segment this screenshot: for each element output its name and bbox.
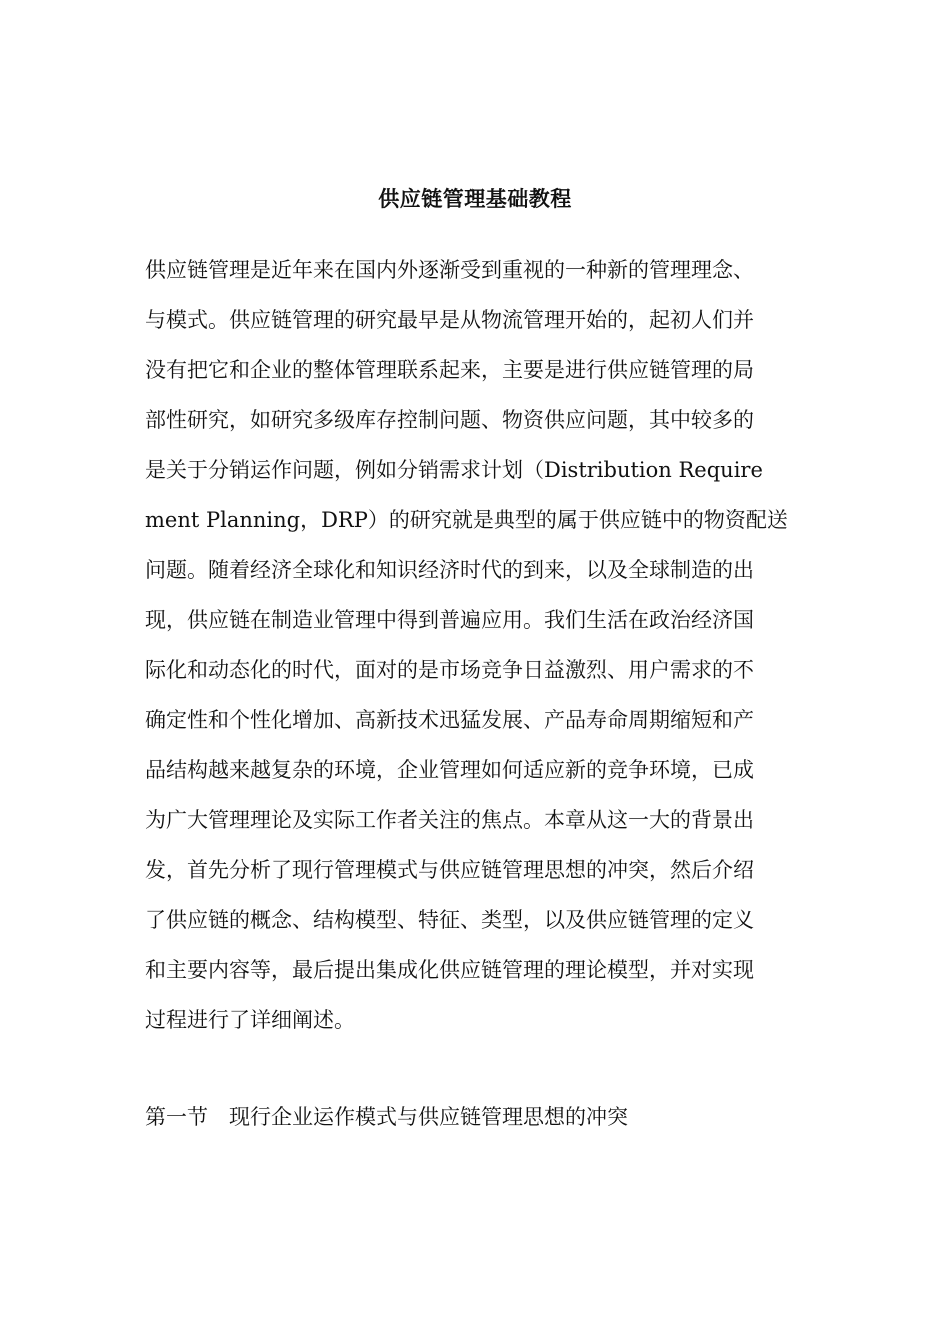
paragraph-line-text: 没有把它和企业的整体管理联系起来，主要是进行供应链管理的局 xyxy=(145,358,754,382)
paragraph-line xyxy=(145,802,807,852)
paragraph-line-text: 品结构越来越复杂的环境，企业管理如何适应新的竞争环境，已成 xyxy=(145,758,754,782)
paragraph-line-text: 过程进行了详细阐述。 xyxy=(145,1008,355,1032)
paragraph-line xyxy=(145,402,807,452)
paragraph-line-text: 和主要内容等，最后提出集成化供应链管理的理论模型，并对实现 xyxy=(145,958,754,982)
paragraph-line xyxy=(145,852,807,902)
paragraph-line xyxy=(145,252,807,302)
paragraph-line xyxy=(145,1002,807,1052)
paragraph-line-text: 确定性和个性化增加、高新技术迅猛发展、产品寿命周期缩短和产 xyxy=(145,708,754,732)
paragraph-line-text: 部性研究，如研究多级库存控制问题、物资供应问题，其中较多的 xyxy=(145,408,754,432)
paragraph-line-text: ment Planning，DRP）的研究就是典型的属于供应链中的物资配送 xyxy=(145,508,788,532)
paragraph-line xyxy=(145,752,807,802)
paragraph-line-text: 问题。随着经济全球化和知识经济时代的到来，以及全球制造的出 xyxy=(145,558,754,582)
paragraph-line-text: 供应链管理是近年来在国内外逐渐受到重视的一种新的管理理念、 xyxy=(145,258,754,282)
document-title: 供应链管理基础教程 xyxy=(378,186,572,211)
paragraph-line-text: 际化和动态化的时代，面对的是市场竞争日益激烈、用户需求的不 xyxy=(145,658,754,682)
paragraph-line xyxy=(145,902,807,952)
paragraph-line xyxy=(145,952,807,1002)
paragraph-line xyxy=(145,302,807,352)
paragraph-line-text: 为广大管理理论及实际工作者关注的焦点。本章从这一大的背景出 xyxy=(145,808,754,832)
paragraph-line xyxy=(145,352,807,402)
paragraph-line-text: 与模式。供应链管理的研究最早是从物流管理开始的，起初人们并 xyxy=(145,308,754,332)
section-heading: 第一节 现行企业运作模式与供应链管理思想的冲突 xyxy=(145,1105,628,1129)
paragraph-line-text: 了供应链的概念、结构模型、特征、类型，以及供应链管理的定义 xyxy=(145,908,754,932)
paragraph-line xyxy=(145,502,807,552)
paragraph-line xyxy=(145,602,807,652)
paragraph-line-text: 现，供应链在制造业管理中得到普遍应用。我们生活在政治经济国 xyxy=(145,608,754,632)
paragraph-line xyxy=(145,702,807,752)
paragraph-line xyxy=(145,552,807,602)
intro-paragraph xyxy=(145,252,807,1052)
paragraph-line xyxy=(145,652,807,702)
paragraph-line xyxy=(145,452,807,502)
paragraph-line-text: 发，首先分析了现行管理模式与供应链管理思想的冲突，然后介绍 xyxy=(145,858,754,882)
paragraph-line-text: 是关于分销运作问题，例如分销需求计划（Distribution Require xyxy=(145,458,763,482)
